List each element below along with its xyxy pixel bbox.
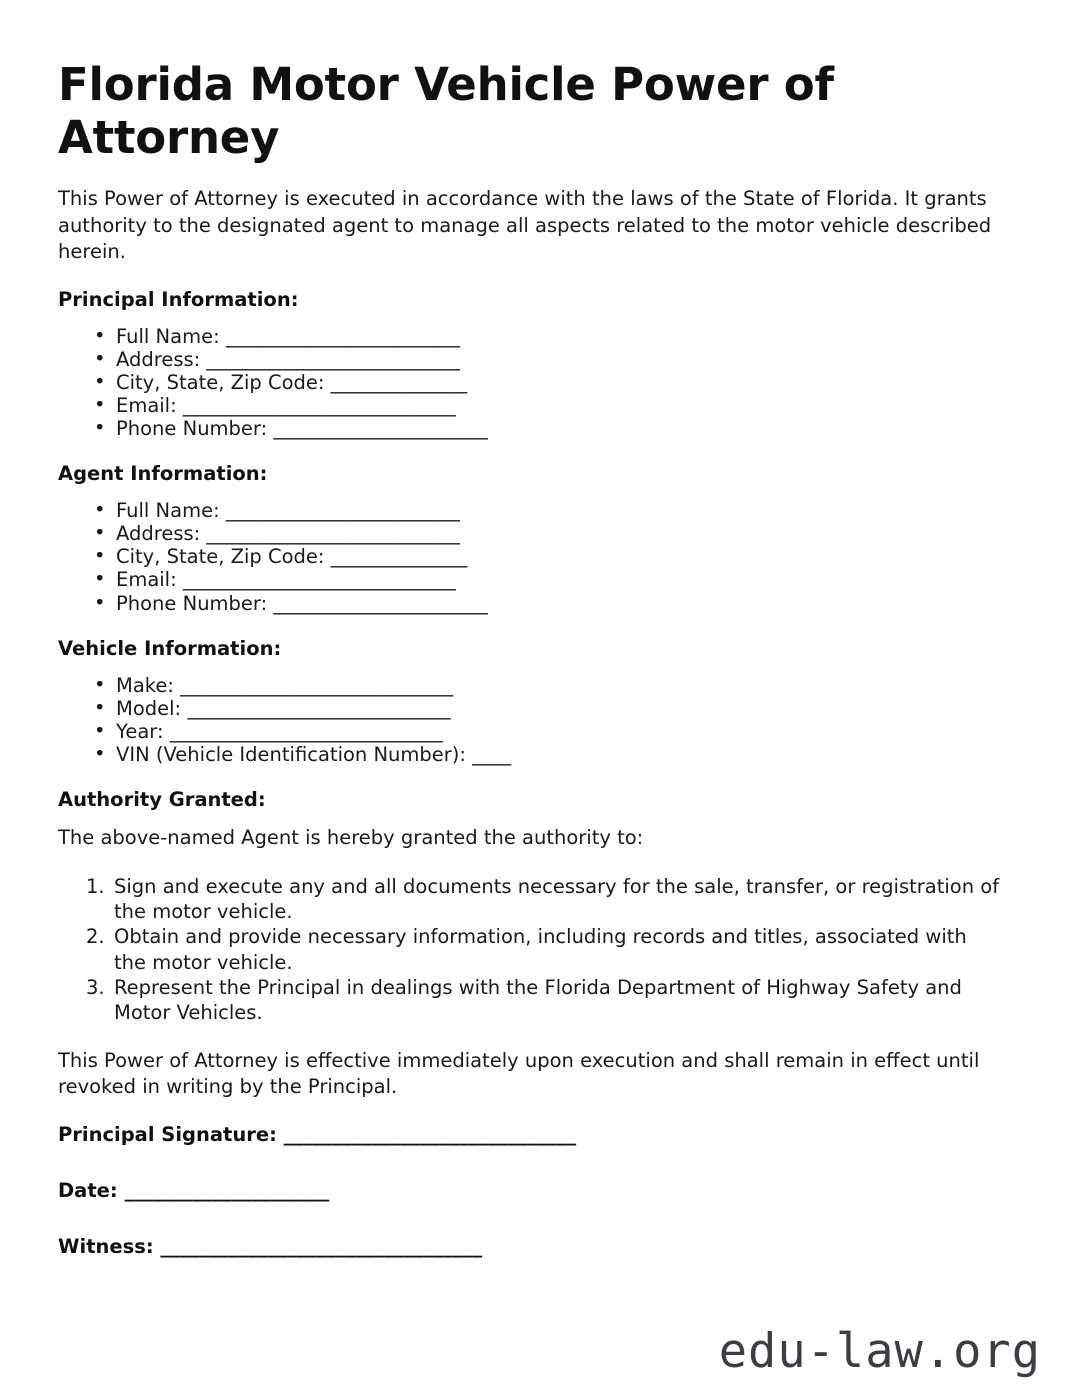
page-title: Florida Motor Vehicle Power of Attorney — [58, 58, 834, 165]
authority-intro-paragraph: The above-named Agent is hereby granted the authority to: — [58, 826, 644, 850]
witness-line: Witness: _________________________________ — [58, 1234, 483, 1258]
list-item: • Model: ___________________________ — [94, 697, 1001, 720]
list-item: • Address: __________________________ — [94, 348, 1001, 371]
list-item: • VIN (Vehicle Identification Number): ____ — [94, 743, 1001, 766]
authority-list — [58, 874, 1001, 1026]
list-item: • City, State, Zip Code: ______________ — [94, 371, 1001, 394]
principal-information-heading: Principal Information: — [58, 287, 299, 311]
principal-field-list — [58, 325, 1001, 440]
list-item: • Phone Number: ______________________ — [94, 592, 1001, 615]
agent-field-list — [58, 499, 1001, 614]
list-item: • Email: ____________________________ — [94, 568, 1001, 591]
vehicle-information-heading: Vehicle Information: — [58, 636, 282, 660]
list-item: Obtain and provide necessary information, including records and titles, associated with the motor vehicle. — [114, 925, 967, 974]
list-item: Sign and execute any and all documents necessary for the sale, transfer, or registration of the motor vehicle. — [114, 874, 1000, 923]
list-item: • Year: ____________________________ — [94, 720, 1001, 743]
list-item: • Make: ____________________________ — [94, 674, 1001, 697]
list-item: • Email: ____________________________ — [94, 394, 1001, 417]
list-item: • Address: __________________________ — [94, 522, 1001, 545]
list-item: • City, State, Zip Code: ______________ — [94, 545, 1001, 568]
date-line: Date: _____________________ — [58, 1178, 330, 1202]
authority-granted-heading: Authority Granted: — [58, 788, 266, 812]
intro-paragraph: This Power of Attorney is executed in accordance with the laws of the State of Florida. It grants authority to the designated agent to manage all aspects related to the motor vehicle described herein. — [58, 187, 992, 264]
principal-signature-line: Principal Signature: ______________________________ — [58, 1122, 577, 1146]
effective-paragraph: This Power of Attorney is effective immediately upon execution and shall remain in effect until revoked in writing by the Principal. — [58, 1048, 980, 1099]
agent-information-heading: Agent Information: — [58, 462, 268, 486]
vehicle-field-list — [58, 674, 1001, 766]
list-item: • Phone Number: ______________________ — [94, 417, 1001, 440]
list-item: • Full Name: ________________________ — [94, 325, 1001, 348]
site-watermark: edu-law.org — [718, 1324, 1041, 1379]
list-item: • Full Name: ________________________ — [94, 499, 1001, 522]
list-item: Represent the Principal in dealings with the Florida Department of Highway Safety and Motor Vehicles. — [114, 975, 962, 1025]
